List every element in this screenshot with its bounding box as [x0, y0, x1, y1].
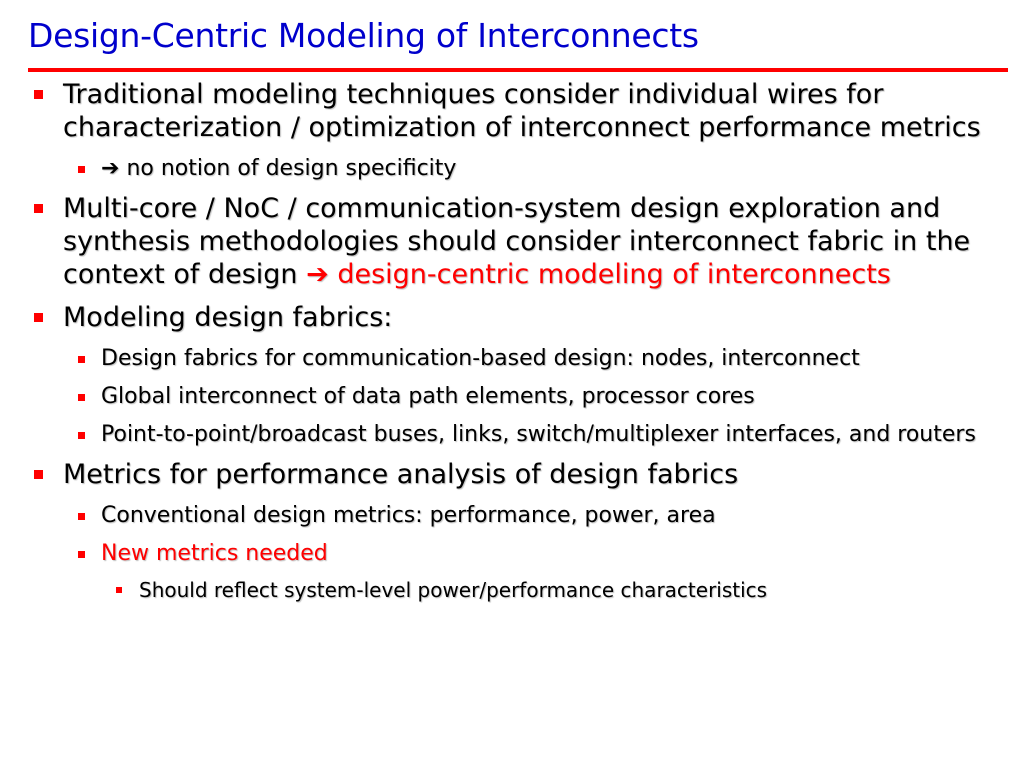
bullet-square-icon — [78, 513, 85, 520]
bullet-item — [28, 78, 1008, 144]
sub-sub-bullet-item — [28, 578, 1008, 602]
bullet-text: Global interconnect of data path elements, processor cores — [101, 384, 755, 409]
sub-bullet-item — [28, 503, 1008, 529]
bullet-square-icon — [78, 551, 85, 558]
bullet-text: Design fabrics for communication-based design: nodes, interconnect — [101, 346, 860, 371]
bullet-text: Should reflect system-level power/performance characteristics — [139, 578, 768, 602]
sub-bullet-item — [28, 346, 1008, 372]
bullet-text: Conventional design metrics: performance, power, area — [101, 503, 716, 528]
bullet-item — [28, 192, 1008, 291]
arrow-icon: ➔ — [306, 259, 329, 290]
bullet-square-icon — [78, 166, 85, 173]
sub-bullet-item — [28, 422, 1008, 448]
title-underline — [28, 68, 1008, 72]
bullet-square-icon — [34, 313, 43, 322]
bullet-text: Multi-core / NoC / communication-system design exploration and synthesis methodologies should consider interconnect fabric in the context of design — [63, 193, 971, 290]
bullet-text: New metrics needed — [101, 541, 328, 566]
bullet-list — [28, 76, 1008, 602]
sub-bullet-item — [28, 384, 1008, 410]
bullet-square-icon — [78, 356, 85, 363]
bullet-square-icon — [78, 394, 85, 401]
arrow-icon: ➔ — [101, 156, 120, 181]
bullet-text: Point-to-point/broadcast buses, links, switch/multiplexer interfaces, and routers — [101, 422, 976, 447]
bullet-text: no notion of design specificity — [126, 156, 457, 181]
slide-title: Design-Centric Modeling of Interconnects — [28, 16, 699, 55]
bullet-text: Metrics for performance analysis of design fabrics — [63, 459, 739, 490]
sub-bullet-item — [28, 156, 1008, 182]
bullet-square-icon — [116, 587, 122, 593]
bullet-square-icon — [78, 432, 85, 439]
sub-bullet-item — [28, 541, 1008, 567]
bullet-text: Traditional modeling techniques consider individual wires for characterization / optimization of interconnect performance metrics — [63, 79, 981, 143]
bullet-item — [28, 458, 1008, 491]
bullet-square-icon — [34, 90, 43, 99]
bullet-square-icon — [34, 470, 43, 479]
bullet-text: Modeling design fabrics: — [63, 302, 393, 333]
bullet-square-icon — [34, 204, 43, 213]
bullet-highlight-text: design-centric modeling of interconnects — [337, 259, 891, 290]
bullet-item — [28, 301, 1008, 334]
